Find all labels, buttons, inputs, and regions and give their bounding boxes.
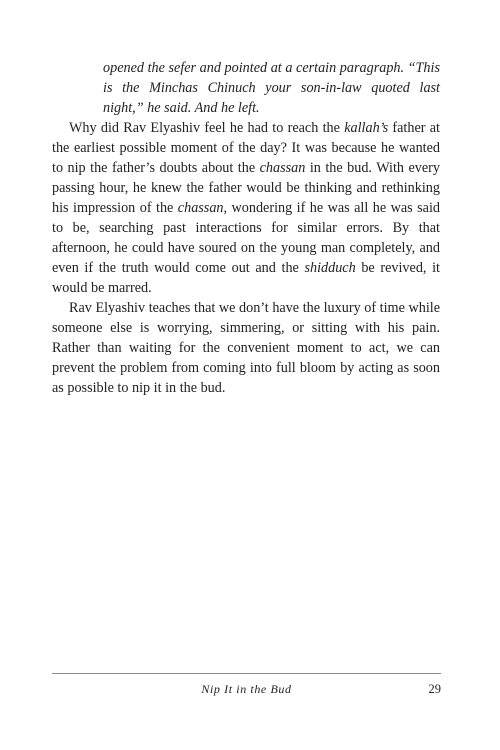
italic-term: kallah’s — [344, 120, 389, 136]
text-segment: Rav Elyashiv teaches that we don’t have the luxury of time while someone else is worrying, simmering, or sitting with his pain. Rather than waiting for the convenient moment to act, we can prevent the problem from coming into full bloom by acting as soon as possible to nip it in the bud. — [52, 300, 440, 396]
italic-term: chassan, — [177, 200, 228, 216]
page-number: 29 — [428, 682, 441, 696]
text-segment: father at the earliest possible moment of the day? It was because he wanted to nip the father’s doubts about the — [52, 120, 440, 176]
paragraph — [52, 298, 440, 398]
text-segment: be revived, it would be marred. — [52, 260, 440, 296]
text-segment: Why did Rav Elyashiv feel he had to reach the — [69, 120, 345, 136]
italic-term: chassan — [259, 160, 306, 176]
footer-rule — [52, 673, 441, 674]
body-text — [52, 118, 440, 398]
running-title: Nip It in the Bud — [201, 682, 292, 696]
text-segment: in the bud. With every passing hour, he knew the father would be thinking and rethinking his impression of the — [52, 160, 440, 216]
paragraph — [52, 118, 440, 298]
italic-term: shidduch — [304, 260, 356, 276]
text-segment: wondering if he was all he was said to be, searching past interactions for similar errors. By that afternoon, he could have soured on the young man completely, and even if the truth would come out and the — [52, 200, 440, 276]
block-quote: opened the sefer and pointed at a certain paragraph. “This is the Minchas Chinuch your son-in-law quoted last night,” he said. And he left. — [103, 60, 440, 116]
